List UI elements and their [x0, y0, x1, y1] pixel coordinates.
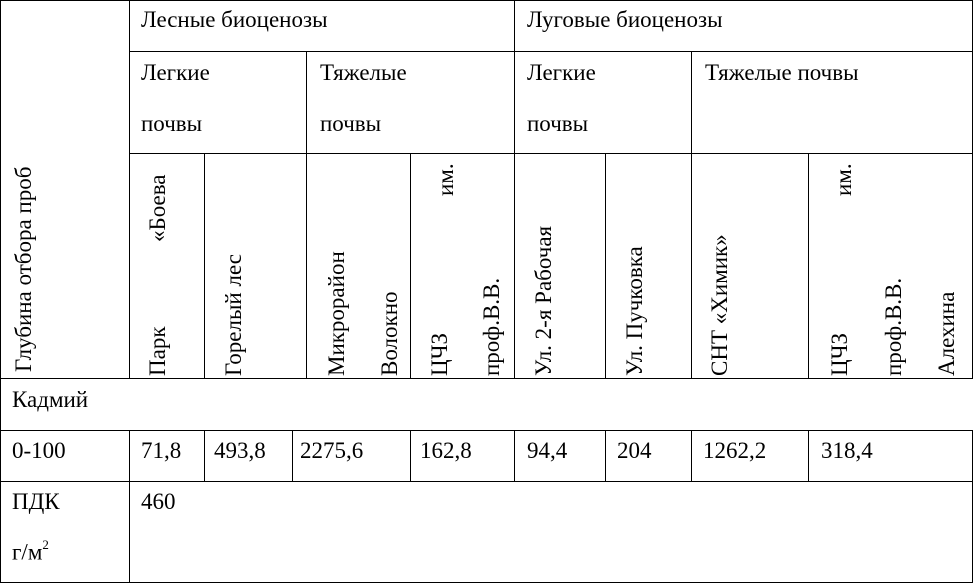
rule-under-soils: [129, 153, 973, 154]
value-cell: 2275,6: [300, 438, 364, 463]
rule-under-sites: [0, 378, 973, 379]
rule-under-values: [0, 481, 973, 482]
value-cell: 162,8: [420, 438, 472, 463]
pdk-unit-base: г/м: [12, 539, 43, 565]
site-czz-1-b: проф.В.В.: [479, 277, 504, 376]
site-volokno: Волокно: [377, 291, 402, 376]
site-czz-2-b: проф.В.В.: [881, 277, 906, 376]
value-cell: 493,8: [214, 438, 266, 463]
site-divider-5: [605, 153, 606, 379]
col-divider-values-first: [129, 430, 130, 583]
soil-forest-heavy-2: почвы: [320, 111, 382, 136]
soil-forest-heavy-1: Тяжелые: [320, 60, 407, 85]
site-divider-3: [410, 153, 411, 379]
soil-meadow-light-2: почвы: [527, 111, 589, 136]
val-divider-5: [605, 430, 606, 482]
site-divider-7: [808, 153, 809, 379]
site-snt-khimik: СНТ «Химик»: [707, 234, 732, 376]
site-czz-2-a: ЦЧЗ: [827, 332, 852, 376]
soil-meadow-heavy: Тяжелые почвы: [705, 60, 859, 85]
pdk-unit-superscript: 2: [42, 537, 49, 552]
val-divider-4: [514, 430, 515, 482]
site-gorely-les: Горелый лес: [221, 254, 246, 376]
site-park-a: Парк: [145, 326, 170, 376]
col-divider-header: [129, 0, 130, 379]
site-park-b: «Боева: [145, 174, 170, 242]
site-puchkovka: Ул. Пучковка: [622, 246, 647, 376]
group-forest: Лесные биоценозы: [141, 7, 328, 32]
val-divider-2: [292, 430, 293, 482]
site-czz-2-d: им.: [831, 163, 856, 196]
group-divider: [514, 0, 515, 379]
rule-under-groups: [129, 51, 973, 52]
site-mikrorayon: Микрорайон: [324, 251, 349, 376]
soil-meadow-light-1: Легкие: [527, 60, 596, 85]
value-cell: 204: [617, 438, 652, 463]
row-header: Глубина отбора проб: [11, 166, 36, 372]
value-cell: 318,4: [821, 438, 873, 463]
meadow-soil-divider: [691, 51, 692, 379]
site-rabochaya: Ул. 2-я Рабочая: [531, 225, 556, 376]
site-czz-2-c: Алехина: [934, 291, 959, 376]
rule-under-element: [0, 430, 973, 431]
border-bottom: [0, 582, 973, 583]
forest-soil-divider: [306, 51, 307, 379]
site-czz-1-a: ЦЧЗ: [427, 332, 452, 376]
element-label: Кадмий: [12, 387, 89, 412]
val-divider-7: [808, 430, 809, 482]
val-divider-3: [410, 430, 411, 482]
soil-forest-light-1: Легкие: [141, 60, 210, 85]
border-top: [0, 0, 973, 1]
pdk-label: ПДК: [12, 489, 60, 514]
border-left: [0, 0, 1, 583]
value-cell: 1262,2: [703, 438, 767, 463]
depth-value: 0-100: [12, 438, 66, 463]
val-divider-1: [204, 430, 205, 482]
site-divider-1: [204, 153, 205, 379]
value-cell: 94,4: [527, 438, 568, 463]
soil-forest-light-2: почвы: [141, 111, 203, 136]
value-cell: 71,8: [141, 438, 182, 463]
pdk-unit: [12, 537, 49, 565]
group-meadow: Луговые биоценозы: [527, 7, 723, 32]
site-czz-1-c: им.: [433, 163, 458, 196]
pdk-value: 460: [141, 489, 176, 514]
val-divider-6: [691, 430, 692, 482]
